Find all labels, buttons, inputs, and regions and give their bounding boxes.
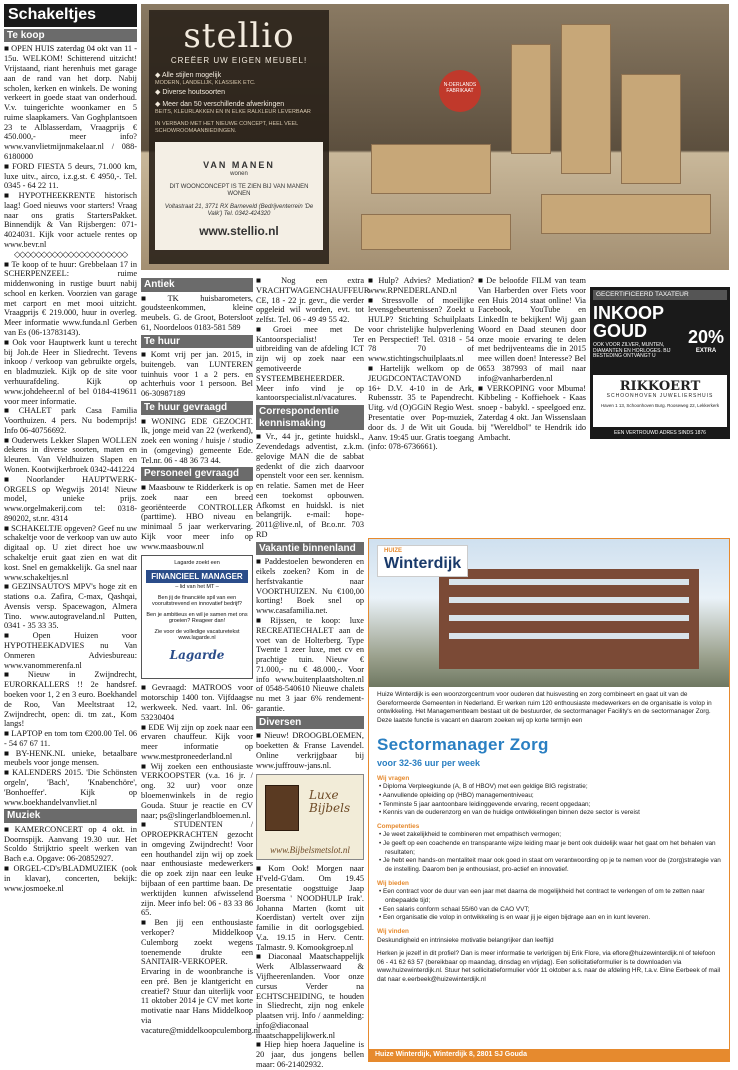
- category-header-diversen: Diversen: [256, 716, 364, 730]
- requirement: • Aanvullende opleiding op (HBO) managementniveau;: [379, 791, 534, 799]
- classified-ad: ■ STUDENTEN / OPROEPKRACHTEN gezocht in omgeving Zwijndrecht! Voor een houthandel zijn wij op zoek naar enthousiaste medewerkers die op zoek zijn naar een leuke bijbaan of een parttime baan. De werktijden kunnen afwisselend zijn. Meer info bel: 06 - 83 33 86 65.: [141, 820, 253, 918]
- label-wij-vinden: Wij vinden: [377, 927, 409, 935]
- stellio-note: IN VERBAND MET HET NIEUWE CONCEPT, HEEL VEEL SCHOWROOMAANBIEDINGEN.: [155, 121, 299, 134]
- classified-ad: ■ BY-HENK.NL unieke, betaalbare meubels voor jonge mensen.: [4, 749, 137, 769]
- offer: • Een contract voor de duur van een jaar met daarna de mogelijkheid het contract te verlengen of om te zetten naar onbepaalde tijd;: [379, 888, 705, 904]
- offer: • Een organisatie die volop in ontwikkeling is en waar jij je eigen bijdrage aan en in kunt leveren.: [379, 914, 651, 922]
- winterdijk-closing: Herken je jezelf in dit profiel? Dan is meer informatie te verkrijgen bij Erik Flore, via eflore@huizewinterdijk.nl of telefoon 06 - 41 62 63 57 (bereikbaar op maandag, dinsdag en vrijdag). Een sollicitatieformulier is te downloaden via www.huizewinterdijk.nl. Stuur het sollicitatieformulier vóór 11 oktober a.s. naar de afdeling HR, t.a.v. Eline Eerbeek of mail dat naar e.eerbeek@huizewinterdijk.nl: [377, 950, 721, 984]
- lagarde-text: Ben je ambitieus en wil je samen met ons groeien? Reageer dan!: [146, 611, 248, 625]
- job-hours: voor 32-36 uur per week: [377, 757, 481, 768]
- stellio-logo: stellio: [183, 16, 295, 56]
- classified-ad: ■ CHALET park Casa Familia Voorthuizen. 4 pers. Nu bodemprijs! Info 06-40756692.: [4, 406, 137, 435]
- fabrikaat-badge: N-DERLANDS FABRIKAAT: [439, 70, 481, 112]
- van-manen-box: [155, 142, 323, 250]
- rikkoert-logo: RIKKOERT: [619, 379, 701, 394]
- category-header-te-koop: Te koop: [4, 29, 137, 43]
- rikkoert-logo-box: [593, 375, 727, 427]
- classified-ad: ■ WONING EDE GEZOCHT. Ik, jonge meid van 22 (werkend), zoek een woning / huisje / studio in (omgeving) gemeente Ede. Tel.nr. 06 - 48 36 73 44.: [141, 417, 253, 466]
- van-manen-text: DIT WOONCONCEPT IS TE ZIEN BIJ VAN MANEN WONEN: [169, 183, 309, 197]
- classified-ad: ■ Nog een extra VRACHTWAGENCHAUFFEUR CE, 18 - 22 jr. gevr., die verder opgeleid wil worden, evt. tot zelfst. Tel. 06 - 49 49 55 42.: [256, 276, 364, 325]
- category-header-muziek: Muziek: [4, 809, 137, 823]
- wij-vinden-text: Deskundigheid en intrinsieke motivatie belangrijker dan leeftijd: [377, 936, 554, 944]
- offer: • Een salaris conform schaal 55/60 van de CAO VVT;: [379, 905, 530, 913]
- furniture-image: [511, 44, 551, 154]
- classified-ad: ■ Gevraagd: MATROOS voor motorschip 1400 ton. Vijfdaagse werkweek. Ned. vaart. Inl. 06-53230404: [141, 683, 253, 722]
- classified-ad: ■ Wij zoeken een enthousiaste VERKOOPSTER (v.a. 16 jr. / ong. 32 uur) voor onze bloemenwinkels in de regio Gouda. Stuur je reactie en CV naar; ps@slingerlandbloemen.nl.: [141, 762, 253, 821]
- lagarde-text: Ben jij de financiële spil van een vooruitstrevend en innovatief bedrijf?: [152, 594, 242, 608]
- rikkoert-address: Haven 1 13, Schoonhoven Burg. Rooseweg 22, Lekkerkerk: [600, 403, 720, 409]
- label-wij-bieden: Wij bieden: [377, 879, 409, 887]
- column-1: [4, 4, 137, 1064]
- classified-ad: ■ Maasbouw te Ridderkerk is op zoek naar een breed georiënteerde CONTROLLER (parttime). HBO niveau en minimaal 5 jaar werkervaring. Kijk voor meer info op www.maasbouw.nl: [141, 483, 253, 551]
- stellio-bullet: ◆ Diverse houtsoorten: [155, 89, 225, 97]
- lagarde-intro: Lagarde zoekt een: [174, 560, 220, 567]
- classified-ad: ■ Hiep hiep hoera Jaqueline is 20 jaar, dus jongens bellen maar: 06-21402932.: [256, 1040, 364, 1069]
- bible-icon: [265, 785, 299, 831]
- classified-ad: ■ Kom Ook! Morgen naar H'veld-G'dam. Om 19.45 presentatie oogsttuige Jaap Boersma ' NOODHULP Irak'. Johanna Marten (komt uit Koerdistan) vertelt over zijn familie in dit oorlogsgebied. V.a. 19.15 in Herv. Centr. Talmastr. 9. Komookgroep.nl: [256, 864, 364, 952]
- classified-ad: ■ EDE Wij zijn op zoek naar een ervaren chauffeur. Kijk voor meer informatie op www.mestproneederland.nl: [141, 723, 253, 762]
- classified-ad: ■ LAPTOP en tom tom €200.00 Tel. 06 - 54 67 67 11.: [4, 729, 137, 749]
- classified-ad: ■ TK huisbarometers, goudsteenkommen, kleine meubels. G. de Groot, Botersloot 61, Noordeloos 0183-581 589: [141, 294, 253, 333]
- classified-ad: ■ Nieuw in Zwijndrecht, EURORKALLERS !! 2e handsref. boeken voor 1, 2 en 3 euro. Boekhandel de Roo, Van Meeltstraat 12, Zwijndrecht, open: di. tm zat., Kom langs!: [4, 670, 137, 729]
- category-header-personeel: Personeel gevraagd: [141, 467, 253, 481]
- building-photo: [369, 539, 729, 687]
- classified-ad: ■ De beloofde FILM van team Van Harberden over Fiets voor een Huis 2014 staat online! Via Facebook, YouTube en LinkedIn te bekijken! Wij gaan Woord en Daad steunen door onze mooie ervaring te delen met bedrijventeams die in 2015 mee willen doen! Interesse? Bel 0653 387993 of mail naar info@vanharberden.nl: [478, 276, 586, 384]
- column-4: [368, 276, 474, 536]
- category-header-antiek: Antiek: [141, 278, 253, 292]
- classified-ad: ■ GEZINSAUTO'S MPV's hoge zit en stations o.a. Zafira, C-max, Qashqai, Avensis versp. Spacewagon, Almera Tino. www.autograveland.nl Putten, 0341 - 35 33 35.: [4, 582, 137, 631]
- lagarde-sub: – lid van het MT –: [175, 584, 219, 591]
- divider: ◇◇◇◇◇◇◇◇◇◇◇◇◇◇◇◇◇◇◇◇◇: [14, 249, 127, 259]
- lagarde-job-title: FINANCIEEL MANAGER: [146, 570, 248, 583]
- window: [449, 615, 689, 621]
- category-header-te-huur-gevraagd: Te huur gevraagd: [141, 401, 253, 415]
- classified-ad: ■ Komt vrij per jan. 2015, in buitengeb. van LUNTEREN tuinhuis voor 1 a 2 pers. en achterhuis voor 1 persoon. Bel 06-30987189: [141, 350, 253, 399]
- classified-ad: ■ KAMERCONCERT op 4 okt. in Doornspijk. Aanvang 19.30 uur. Het Scoldo Strijktrio speelt werken van Bach e.a. Opgave: 06-20852927.: [4, 825, 137, 864]
- classified-ad: ■ OPEN HUIS zaterdag 04 okt van 11 - 15u. WELKOM! Schitterend uitzicht! Vrijstaand, riant herenhuis met garage aan de rand van het dorp. Nabij scholen, kerken en winkels. De woning verkeert in goede staat van onderhoud. V.v. tuingerichte woonkamer en 5 ruime slaapkamers. Van Goghplantsoen 23 te Alblasserdam, Vraagprijs € 450.000,- meer info? www.vanvlietmijnmakelaar.nl / 088-6180000: [4, 44, 137, 161]
- inkoop-goud-advertisement[interactable]: [590, 287, 730, 439]
- lagarde-logo: Lagarde: [169, 647, 225, 662]
- stellio-bullet: ◆ Alle stijlen mogelijk MODERN, LANDELIJK, KLASSIEK ETC.: [155, 71, 256, 86]
- winterdijk-advertisement[interactable]: [368, 538, 730, 1062]
- stellio-advertisement[interactable]: [141, 4, 729, 270]
- furniture-image: [361, 214, 511, 250]
- window: [449, 597, 689, 603]
- job-title: Sectormanager Zorg: [377, 734, 549, 754]
- lagarde-advertisement[interactable]: [141, 555, 253, 679]
- classified-ad: ■ Vr., 44 jr., getinte huidskl., Zevendedags adventist, z.k.m. gelovige MAN die de sabbat gedenkt of die zich daarvoor openstelt voor een ser. kennism. en relatie. Samen met de Heer een toekomst opbouwen. Afkomst en huidskl. is niet belangrijk. e-mail: hope-2011@live.nl, of Br.o.nr. 703 RD: [256, 432, 364, 540]
- winterdijk-logo: HUIZE Winterdijk: [377, 545, 468, 577]
- classified-ad: ■ ORGEL-CD's/BLADMUZIEK (ook in klavar), concerten, bekijk: www.josmoeke.nl: [4, 864, 137, 893]
- stellio-tagline: CREËER UW EIGEN MEUBEL!: [170, 56, 308, 66]
- winterdijk-footer: Huize Winterdijk, Winterdijk 8, 2801 SJ Gouda: [369, 1049, 729, 1061]
- goud-subtext: OOK VOOR ZILVER, MUNTEN, DIAMANTEN EN HORLOGES. BIJ BESTEDING ONTVANGT U: [593, 341, 671, 360]
- label-wij-vragen: Wij vragen: [377, 774, 410, 782]
- lagarde-text: Zie voor de volledige vacaturetekst www.lagarde.nl: [154, 628, 240, 642]
- classified-ad: ■ Nieuw! DROOGBLOEMEN, boeketten & Franse Lavendel. Online verkrijgbaar bij www.juffrouw-jans.nl.: [256, 731, 364, 770]
- classified-ad: ■ HYPOTHEEKRENTE historisch laag! Goed nieuws voor starters! Vraag naar ons gratis StartersPakket. Binnendijk & Van Rijsbergen: 071-4024031. Kijk voor actuele rentes op www.bevr.nl: [4, 191, 137, 250]
- stellio-bullet: ◆ Meer dan 50 verschillende afwerkingen BEITS, KLEURLAKKEN EN IN ELKE RALKLEUR LEVERBAAR: [155, 100, 311, 115]
- goud-headline: INKOOP GOUD: [593, 302, 664, 341]
- column-5: [478, 276, 586, 536]
- luxe-bijbels-url[interactable]: www.Bijbelsmetslot.nl: [270, 844, 350, 855]
- classified-ad: ■ FORD FIESTA 5 deurs, 71.000 km, luxe uitv., airco, i.z.g.st. € 4950,-. Tel. 0345 - 64 22 11.: [4, 162, 137, 191]
- winterdijk-intro: Huize Winterdijk is een woonzorgcentrum voor ouderen dat huisvesting en zorg combineert en gaat uit van de Gereformeerde Gemeenten in Nederland. Er werken ruim 120 enthousiaste medewerkers en de organisatie is volop in ontwikkeling. Het Managementteam bestaat uit de bestuurder, de sectormanager Facility's en de sectormanager Zorg. Deze laatste functie is vacant en daarom zoeken wij op korte termijn een: [377, 691, 712, 724]
- competency: • Je geeft op een coachende en transparante wijze leiding maar je bent ook duidelijk waar het gaat om het behalen van resultaten;: [379, 840, 716, 856]
- van-manen-logo: VAN MANEN: [203, 160, 275, 171]
- column-2: [141, 276, 261, 1064]
- van-manen-address: Voltastraat 21, 3771 RX Barneveld (Bedrijventerrein 'De Valk') Tel. 0342-424320: [164, 204, 314, 218]
- classified-ad: ■ VERKOPING voor Mbuma! Kibbeling - Koffiehoek - Kaas snoep - babykl. - speelgoed enz. Zaterdag 4 okt. Jan Wissenslaan bij "Wereldbol" te Hendrik ido Ambacht.: [478, 384, 586, 443]
- column-3: [256, 276, 370, 1069]
- competency: • Je weet zakelijkheid te combineren met empathisch vermogen;: [379, 831, 561, 839]
- classified-ad: ■ Stressvolle of moeilijke levensgebeurtenissen? Zoekt u HULP? Stichting Schuilplaats voor christelijke hulpverlening en Perspectief! Tel. 0318 - 54 78 70 of www.stichtingschuilplaats.nl: [368, 296, 474, 364]
- requirement: • Kennis van de ouderenzorg en van de huidige ontwikkelingen binnen deze sector is vereist: [379, 809, 640, 817]
- classified-ad: ■ KALENDERS 2015. 'Die Schönsten orgeln', 'Bach', 'Knabenchöre', 'Bonhoeffer'. Kijk op www.boekhandelvanvliet.nl: [4, 768, 137, 807]
- winterdijk-body: [369, 687, 729, 989]
- furniture-image: [371, 144, 491, 194]
- competency: • Je hebt een hands-on mentaliteit maar ook goed in staat om verantwoording op je te nemen voor de (zorg)strategie van de instelling. Daarom ben je enthousiast, pro-actief en innovatief.: [379, 857, 721, 874]
- furniture-image: [621, 74, 681, 184]
- classified-ad: ■ Noorlander HAUPTWERK-ORGELS op Wegwijs 2014! Nieuw model, unieke prijs. www.orgelmakerij.com tel: 0318-890202, st.nr. 4314: [4, 475, 137, 524]
- requirement: • Diploma Verpleegkunde (A, B of HBOV) met een geldige BIG registratie;: [379, 783, 588, 791]
- classified-ad: ■ Ook voor Hauptwerk kunt u terecht bij Joh.de Heer in Sliedrecht. Tevens inkoop / verkoop van gebruikte orgels, en bladmuziek. Kijk op de site voor verhuurafdeling. Kijk op www.johdeheer.nl of bel 0184-419611 voor meer informatie.: [4, 338, 137, 406]
- classified-ad: ■ Te koop of te huur: Grebbelaan 17 in SCHERPENZEEL: ruime middenwoning in rustige buurt nabij school en kerken. Voorzien van garage met carport en met mooi uitzicht. Vraagprijs € 219.000, huur in overleg. Meer informatie www.funda.nl Gerben van Es (06-13783143).: [4, 260, 137, 338]
- goud-certified: GECERTIFICEERD TAXATEUR: [593, 290, 727, 300]
- classified-ad: ■ Ben jij een enthousiaste verkoper? Middelkoop Culemborg zoekt wegens toenemende drukte een SANITAIR-VERKOPER. Ervaring in de woonbranche is een pré. Ben je klantgericht en creatief? Stuur dan uiterlijk voor 11 oktober 2014 je CV met korte motivatie naar Hans Middelkoop via vacature@middelkoopculemborg.nl: [141, 918, 253, 1035]
- requirement: • Tenminste 5 jaar aantoonbare leidinggevende ervaring, recent opgedaan;: [379, 800, 591, 808]
- classified-ad: ■ Hartelijk welkom op de JEUGDCONTACTAVOND 16+ D.V. 4-10 in de Ark, Rubensstr. 35 te Papendrecht. Uitg. v/d (O)GGiN Regio West. Presentatie over Pop-muziek, door ds. J de Wit uit Gouda. Aanv. 19:45 uur. Gratis toegang (info: 078-6736661).: [368, 364, 474, 452]
- furniture-image: [541, 194, 711, 234]
- luxe-bijbels-title: Luxe Bijbels: [309, 788, 351, 815]
- label-competenties: Competenties: [377, 822, 420, 830]
- classified-ad: ■ Open Huizen voor HYPOTHEEKADVIES nu Van Onmeren Adviesbureau: www.vanommerenfa.nl: [4, 631, 137, 670]
- classified-ad: ■ SCHAKELTJE opgeven? Geef nu uw schakeltje voor de verkoop van uw auto digitaal op. U ziet direct hoe uw schakeltje eruit gaat zien en wat dit kost. Snel en gemakkelijk. Ga snel naar www.schakeltjes.nl: [4, 524, 137, 583]
- classified-ad: ■ Paddestoelen bewonderen en eikels zoeken? Kom in de herfstvakantie naar VOORTHUIZEN. Nu €100,00 korting! Boek snel op www.casafamilia.net.: [256, 557, 364, 616]
- category-header-correspondentie: Correspondentie kennismaking: [256, 405, 364, 430]
- section-title: Schakeltjes: [4, 4, 137, 27]
- classified-ad: ■ Hulp? Advies? Mediation? www.RPNEDERLAND.nl: [368, 276, 474, 296]
- luxe-bijbels-advertisement[interactable]: [256, 774, 364, 860]
- classified-ad: ■ Groei mee met De Kantoorspecialist! Ter uitbreiding van de afdeling ICT zijn wij op zoek naar een gemotiveerde SYSTEEMBEHEERDER. Meer info vind je op kantoorspecialist.nl/vacatures.: [256, 325, 364, 403]
- rikkoert-sub: SCHOONHOVEN JUWELIERSHUIS: [606, 393, 714, 400]
- classified-ad: ■ Diaconaal Maatschappelijk Werk Alblasserwaard & Vijfheerenlanden. Voor onze cursus Verder na ECHTSCHEIDING, te houden in Sliedrecht, zijn nog enkele plaatsen vrij. Info / aanmelding: info@diaconaal maatschappelijkwerk.nl: [256, 952, 364, 1040]
- goud-percentage: 20% EXTRA: [687, 327, 724, 355]
- category-header-te-huur: Te huur: [141, 335, 253, 349]
- stellio-panel: [149, 10, 329, 264]
- stellio-website[interactable]: www.stellio.nl: [199, 224, 279, 239]
- classified-ad: ■ Ouderwets Lekker Slapen WOLLEN dekens in diverse soorten, maten en kleuren. Van Veldhuizen Slapen en Wonen. Kootwijkerbroek 0342-441224: [4, 436, 137, 475]
- goud-footer: EEN VERTROUWD ADRES SINDS 1876: [614, 430, 706, 437]
- classified-ad: ■ Rijssen, te koop: luxe RECREATIECHALET aan de voet van de Holterberg. Type Twente 1 zeer luxe, met cv en prachtige tuin. Nieuw € 71.000,- nu € 48.000,-. Voor info www.buitenplaatsholten.nl of 0548-540610 Nieuwe chalets nu met 3 jaar 6% rendement-garantie.: [256, 616, 364, 714]
- furniture-image: [561, 24, 611, 174]
- category-header-vakantie: Vakantie binnenland: [256, 542, 364, 556]
- window: [449, 579, 689, 585]
- window: [449, 633, 689, 639]
- van-manen-sub: wonen: [230, 170, 248, 177]
